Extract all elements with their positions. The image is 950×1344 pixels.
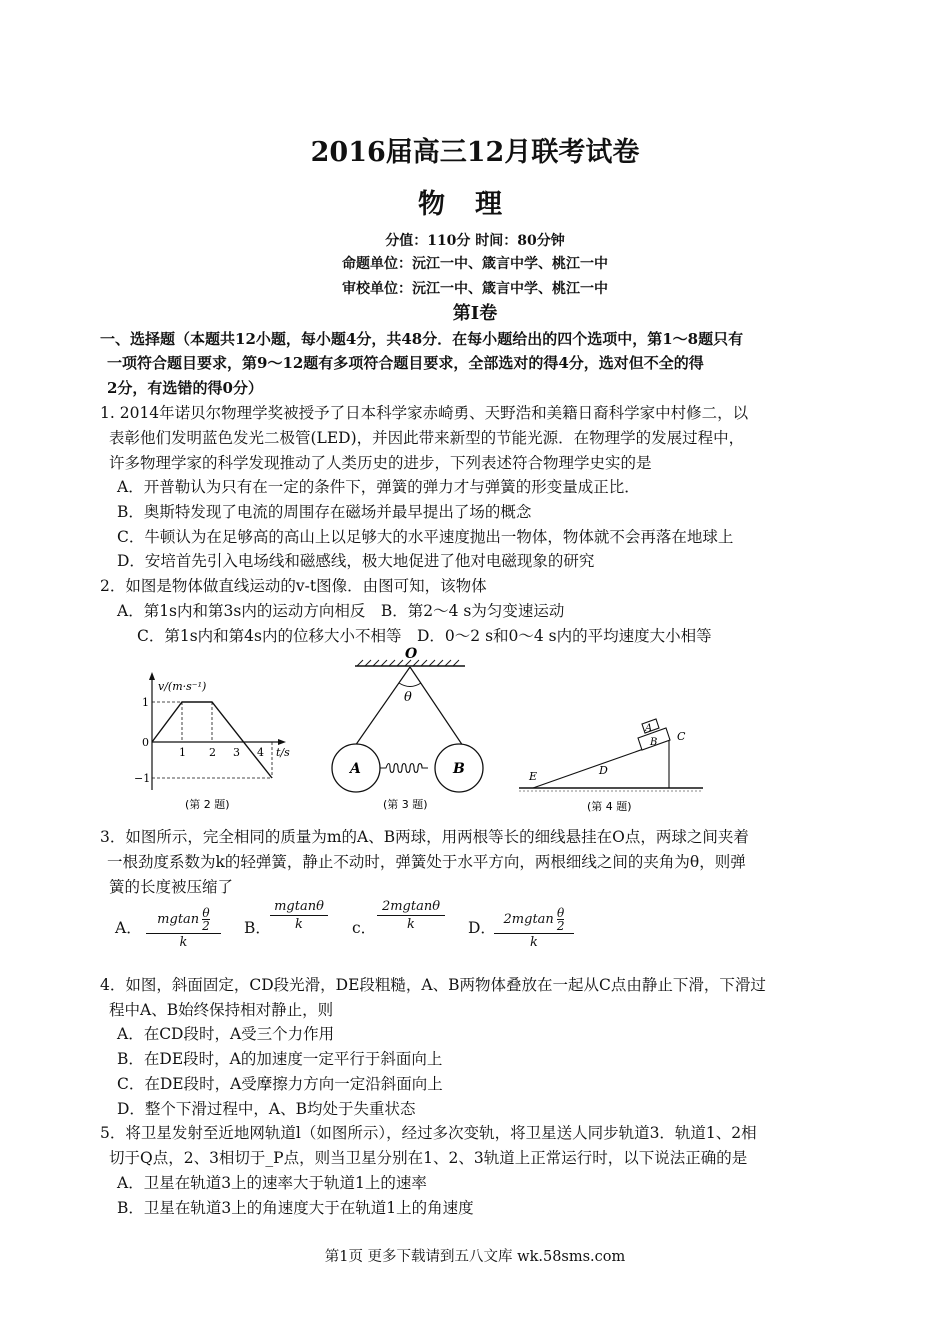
fig2-xlabel: t/s: [276, 746, 290, 759]
fig2-ytick-0: 0: [142, 736, 149, 749]
q3-option-d-label: D．: [468, 919, 496, 937]
q3-fc-num: 2mgtanθ: [381, 899, 441, 914]
fig2-xtick-4: 4: [257, 746, 264, 759]
q3-fb-den: k: [295, 917, 303, 932]
fig2-xtick-2: 2: [209, 746, 216, 759]
fig4-point-e: E: [529, 770, 538, 783]
subject-title: 物理: [418, 189, 532, 220]
q1-line2: 表彰他们发明蓝色发光二极管(LED)，并因此带来新型的节能光源．在物理学的发展过程中，: [109, 429, 745, 447]
fig3-ball-a: A: [350, 761, 361, 777]
q1-line1: 1. 2014年诺贝尔物理学奖被授予了日本科学家赤崎勇、天野浩和美籍日裔科学家中村修二，以: [100, 404, 749, 422]
fig3-caption: (第 3 题): [383, 798, 428, 811]
q3-fd-num: 2mgtan: [503, 912, 554, 927]
volume-label: 第I卷: [452, 303, 498, 324]
q2-options-ab: A．第1s内和第3s内的运动方向相反 B．第2～4 s为匀变速运动: [117, 602, 565, 620]
q4-line2: 程中A、B始终保持相对静止，则: [109, 1001, 334, 1019]
q1-option-b: B．奥斯特发现了电流的周围存在磁场并最早提出了场的概念: [117, 503, 532, 521]
q5-option-a: A．卫星在轨道3上的速率大于轨道1上的速率: [117, 1174, 427, 1192]
fig2-caption: (第 2 题): [185, 798, 230, 811]
q3-fa-den: k: [179, 935, 188, 950]
fig4-point-c: C: [677, 730, 686, 743]
fig4-block-a: A: [645, 723, 653, 734]
q3-fa-sub-num: θ: [202, 906, 210, 920]
q1-option-c: C．牛顿认为在足够高的高山上以足够大的水平速度抛出一物体，物体就不会再落在地球上: [117, 528, 734, 546]
q2-stem: 2．如图是物体做直线运动的v-t图像．由图可知，该物体: [100, 577, 487, 595]
figure-q2-vt-graph: [130, 668, 310, 816]
q3-fa-sub-den: 2: [202, 919, 210, 933]
fig2-xtick-1: 1: [179, 746, 186, 759]
q3-fd-sub-num: θ: [557, 906, 565, 920]
q4-line1: 4．如图，斜面固定，CD段光滑，DE段粗糙，A、B两物体叠放在一起从C点由静止下滑，下滑过: [100, 976, 766, 994]
fig2-ytick-neg1: −1: [134, 772, 151, 785]
section1-line2: 一项符合题目要求，第9～12题有多项符合题目要求，全部选对的得4分，选对但不全的得: [107, 354, 704, 372]
q3-fb-num: mgtanθ: [274, 899, 324, 914]
section1-line3: 2分，有选错的得0分）: [107, 379, 263, 397]
q3-option-c-label: c．: [352, 919, 377, 937]
q5-line2: 切于Q点，2、3相切于_P点，则当卫星分别在1、2、3轨道上正常运行时，以下说法正确的是: [109, 1149, 748, 1167]
fig4-caption: (第 4 题): [587, 800, 632, 813]
score-time: 分值：110分 时间：80分钟: [385, 233, 565, 249]
fig4-block-b: B: [650, 737, 658, 748]
fig3-angle-theta: θ: [404, 690, 412, 705]
q1-option-d: D．安培首先引入电场线和磁感线，极大地促进了他对电磁现象的研究: [117, 552, 595, 570]
q5-option-b: B．卫星在轨道3上的角速度大于在轨道1上的角速度: [117, 1199, 474, 1217]
q3-line2: 一根劲度系数为k的轻弹簧，静止不动时，弹簧处于水平方向，两根细线之间的夹角为θ，则弹: [107, 853, 746, 871]
q3-option-d-formula: [494, 907, 574, 950]
q4-option-b: B．在DE段时，A的加速度一定平行于斜面向上: [117, 1050, 443, 1068]
exam-title: 2016届高三12月联考试卷: [310, 137, 640, 168]
q3-line3: 簧的长度被压缩了: [109, 878, 234, 896]
page-footer: 第1页 更多下载请到五八文库 wk.58sms.com: [324, 1249, 626, 1265]
q3-fd-den: k: [530, 935, 538, 950]
fig3-ball-b: B: [453, 761, 465, 777]
q3-fd-sub-den: 2: [556, 919, 565, 933]
fig2-ylabel: v/(m·s⁻¹): [158, 680, 207, 693]
q3-option-b-formula: [270, 899, 328, 932]
figure-q4-incline: [515, 700, 710, 818]
q1-line3: 许多物理学家的科学发现推动了人类历史的进步，下列表述符合物理学史实的是: [109, 454, 652, 472]
q3-option-a-formula: [146, 907, 221, 950]
q3-option-c-formula: [377, 899, 445, 932]
q4-option-c: C．在DE段时，A受摩擦力方向一定沿斜面向上: [117, 1075, 443, 1093]
setter-unit: 命题单位：沅江一中、箴言中学、桃江一中: [342, 256, 608, 272]
fig2-xtick-3: 3: [233, 746, 240, 759]
q5-line1: 5．将卫星发射至近地网轨道l（如图所示），经过多次变轨，将卫星送人同步轨道3．轨道1、2相: [100, 1124, 757, 1142]
q3-fa-num: mgtan: [157, 912, 200, 927]
q1-option-a: A．开普勒认为只有在一定的条件下，弹簧的弹力才与弹簧的形变量成正比．: [117, 478, 640, 496]
section1-line1: 一、选择题（本题共12小题，每小题4分，共48分．在每小题给出的四个选项中，第1～8题只有: [100, 330, 744, 348]
q3-option-a-label: A．: [115, 919, 142, 937]
fig4-point-d: D: [599, 764, 608, 777]
q3-option-b-label: B．: [244, 919, 271, 937]
fig2-ytick-1: 1: [142, 696, 149, 709]
figure-q3-balls-spring: [325, 646, 495, 816]
fig3-point-o: O: [405, 646, 418, 662]
q2-options-cd: C．第1s内和第4s内的位移大小不相等 D．0～2 s和0～4 s内的平均速度大小相等: [137, 627, 712, 645]
q4-option-a: A．在CD段时，A受三个力作用: [117, 1025, 335, 1043]
reviewer-unit: 审校单位：沅江一中、箴言中学、桃江一中: [342, 281, 608, 297]
q3-line1: 3．如图所示，完全相同的质量为m的A、B两球，用两根等长的细线悬挂在O点，两球之间夹着: [100, 828, 749, 846]
q3-fc-den: k: [407, 917, 415, 932]
q4-option-d: D．整个下滑过程中，A、B均处于失重状态: [117, 1100, 416, 1118]
